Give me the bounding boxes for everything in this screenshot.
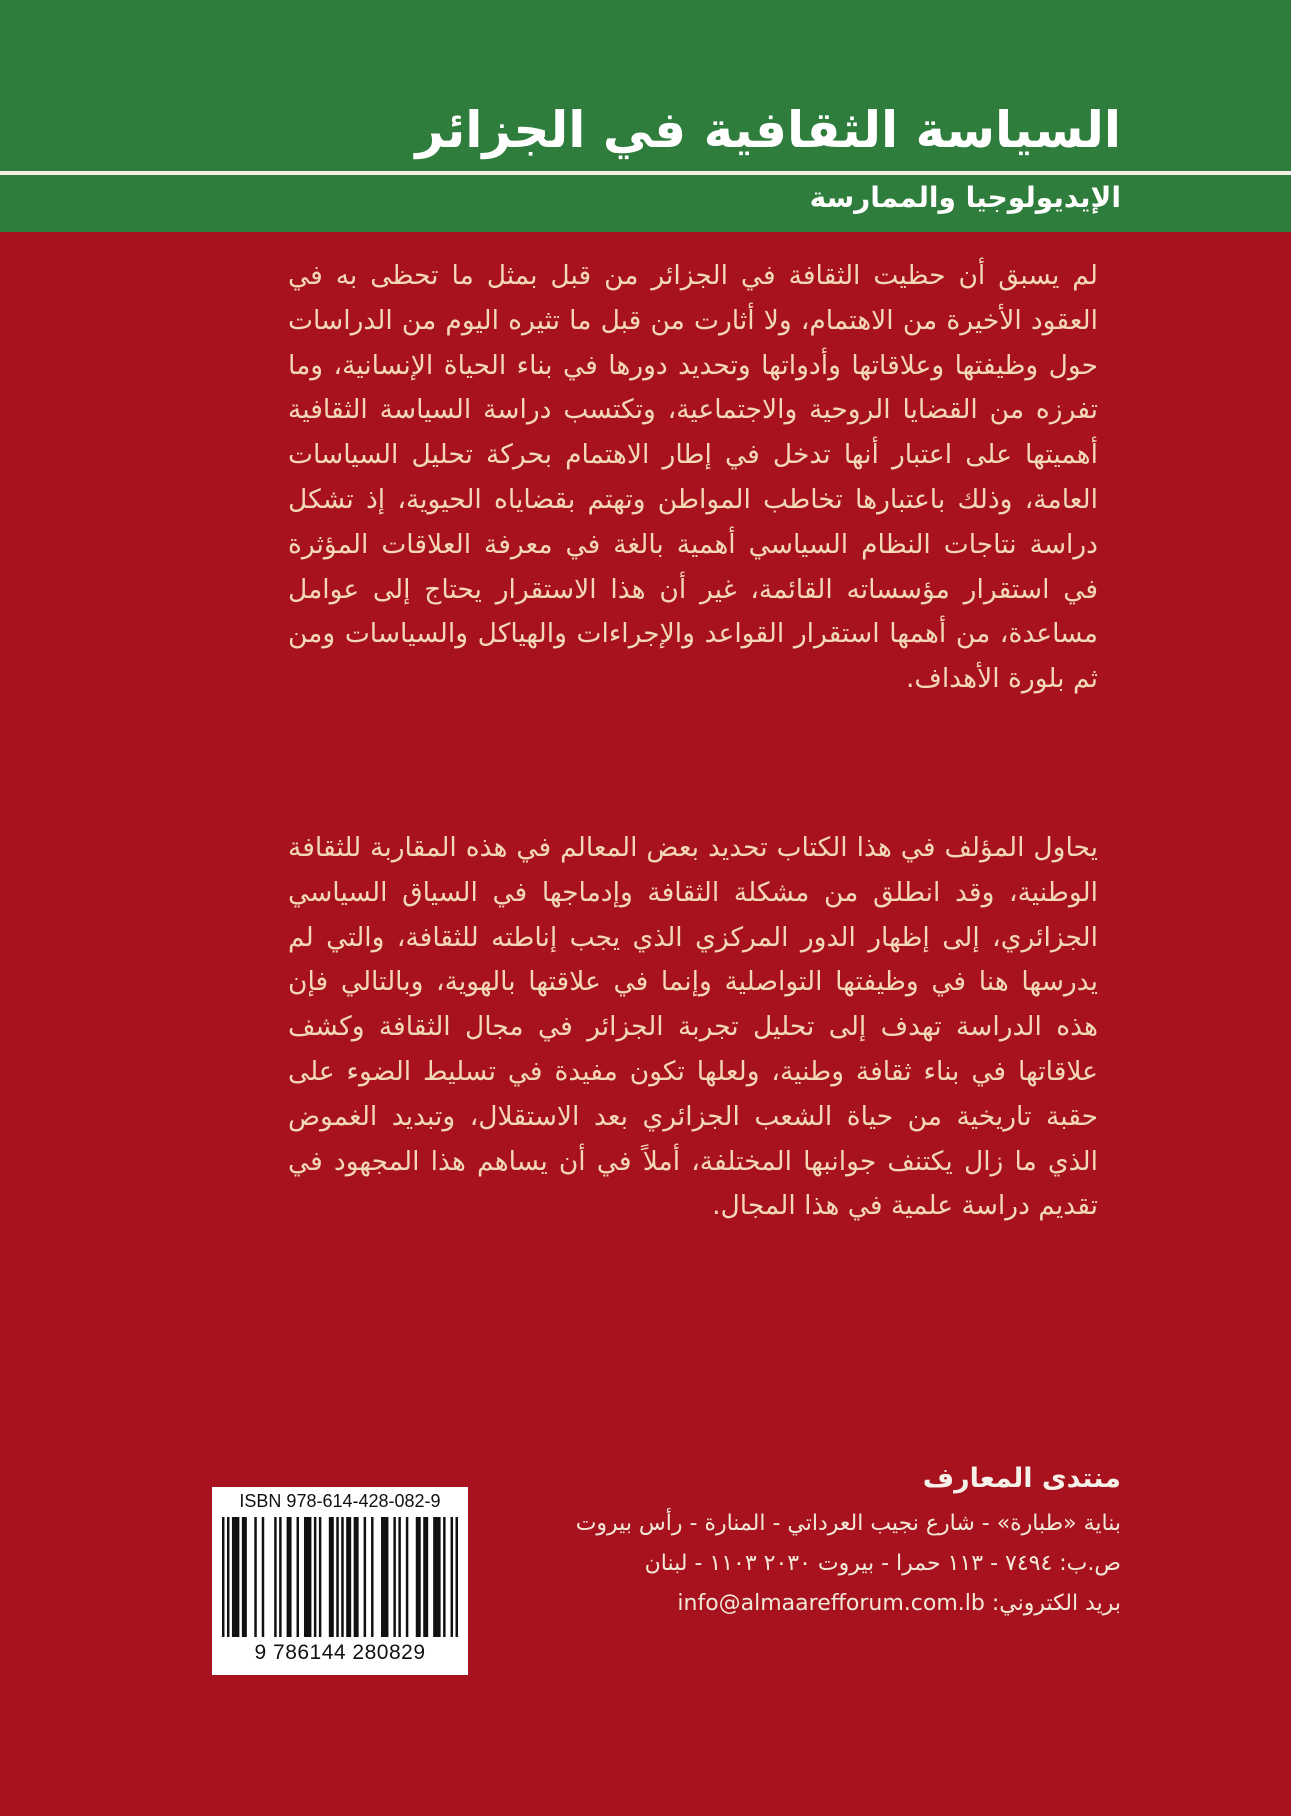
barcode-bar	[416, 1517, 421, 1637]
barcode-bar	[232, 1517, 239, 1637]
publisher-po-box: ص.ب: ٧٤٩٤ - ١١٣ حمرا - بيروت ٢٠٣٠ ١١٠٣ - لبنان	[644, 1551, 1121, 1576]
barcode-bar	[456, 1517, 458, 1637]
barcode-bar	[329, 1517, 334, 1637]
barcode-bar	[354, 1517, 359, 1637]
barcode-bar	[346, 1517, 351, 1637]
barcode-bar	[287, 1517, 292, 1637]
barcode-bar	[398, 1517, 400, 1637]
barcode-bar	[336, 1517, 338, 1637]
barcode-bar	[254, 1517, 256, 1637]
barcode-bar	[341, 1517, 343, 1637]
barcode-bar	[406, 1517, 408, 1637]
barcode-digits: 9 786144 280829	[254, 1641, 426, 1664]
barcode-bar	[364, 1517, 366, 1637]
barcode-bar	[433, 1517, 440, 1637]
book-subtitle: الإيديولوجيا والممارسة	[809, 181, 1121, 214]
book-title: السياسة الثقافية في الجزائر	[415, 101, 1121, 159]
blurb-paragraph-1: لم يسبق أن حظيت الثقافة في الجزائر من قبل بمثل ما تحظى به في العقود الأخيرة من الاهتمام، ولا أثارت من قبل ما تثيره اليوم من الدراسات حول وظيفتها وعلاقاتها وأدواتها وتحديد دورها في بناء الحياة الإنسانية، وما تفرزه من القضايا الروحية والاجتماعية، وتكتسب دراسة السياسة الثقافية أهميتها على اعتبار أنها تدخل في إطار الاهتمام بحركة تحليل السياسات العامة، وذلك باعتبارها تخاطب المواطن وتهتم بقضاياه الحيوية، إذ تشكل دراسة نتاجات النظام السياسي أهمية بالغة في معرفة العلاقات المؤثرة في استقرار مؤسساته القائمة، غير أن هذا الاستقرار يحتاج إلى عوامل مساعدة، من أهمها استقرار القواعد والإجراءات والهياكل والسياسات ومن ثم بلورة الأهداف.	[288, 260, 1098, 695]
barcode-bar	[297, 1517, 299, 1637]
barcode-bar	[443, 1517, 445, 1637]
isbn-barcode	[212, 1487, 468, 1675]
barcode-bar	[242, 1517, 247, 1637]
barcode-bar	[393, 1517, 395, 1637]
barcode-bar	[227, 1517, 229, 1637]
header-divider	[0, 171, 1291, 175]
publisher-name: منتدى المعارف	[922, 1463, 1121, 1494]
barcode-bar	[262, 1517, 264, 1637]
barcode-bar	[371, 1517, 373, 1637]
barcode-bar	[304, 1517, 311, 1637]
barcode-bars	[222, 1517, 458, 1637]
blurb-paragraph-2: يحاول المؤلف في هذا الكتاب تحديد بعض المعالم في هذه المقاربة للثقافة الوطنية، وقد انطلق من مشكلة الثقافة وإدماجها في السياق السياسي الجزائري، إلى إظهار الدور المركزي الذي يجب إناطته للثقافة، والتي لم يدرسها هنا في وظيفتها التواصلية وإنما في علاقتها بالهوية، وبالتالي فإن هذه الدراسة تهدف إلى تحليل تجربة الجزائر في مجال الثقافة وكشف علاقاتها في بناء ثقافة وطنية، ولعلها تكون مفيدة في تسليط الضوء على حقبة تاريخية من حياة الشعب الجزائري بعد الاستقلال، وتبديد الغموض الذي ما زال يكتنف جوانبها المختلفة، أملاً في أن يساهم هذا المجهود في تقديم دراسة علمية في هذا المجال.	[288, 832, 1098, 1222]
barcode-bar	[423, 1517, 428, 1637]
publisher-email: بريد الكتروني: info@almaarefforum.com.lb	[677, 1591, 1121, 1616]
barcode-bar	[274, 1517, 276, 1637]
barcode-bar	[319, 1517, 321, 1637]
isbn-label: ISBN 978-614-428-082-9	[239, 1491, 441, 1511]
publisher-address: بناية «طبارة» - شارع نجيب العرداتي - المنارة - رأس بيروت	[575, 1511, 1121, 1536]
barcode-bar	[222, 1517, 224, 1637]
barcode-bar	[279, 1517, 281, 1637]
barcode-bar	[314, 1517, 316, 1637]
barcode-bar	[451, 1517, 453, 1637]
barcode-bar	[381, 1517, 388, 1637]
